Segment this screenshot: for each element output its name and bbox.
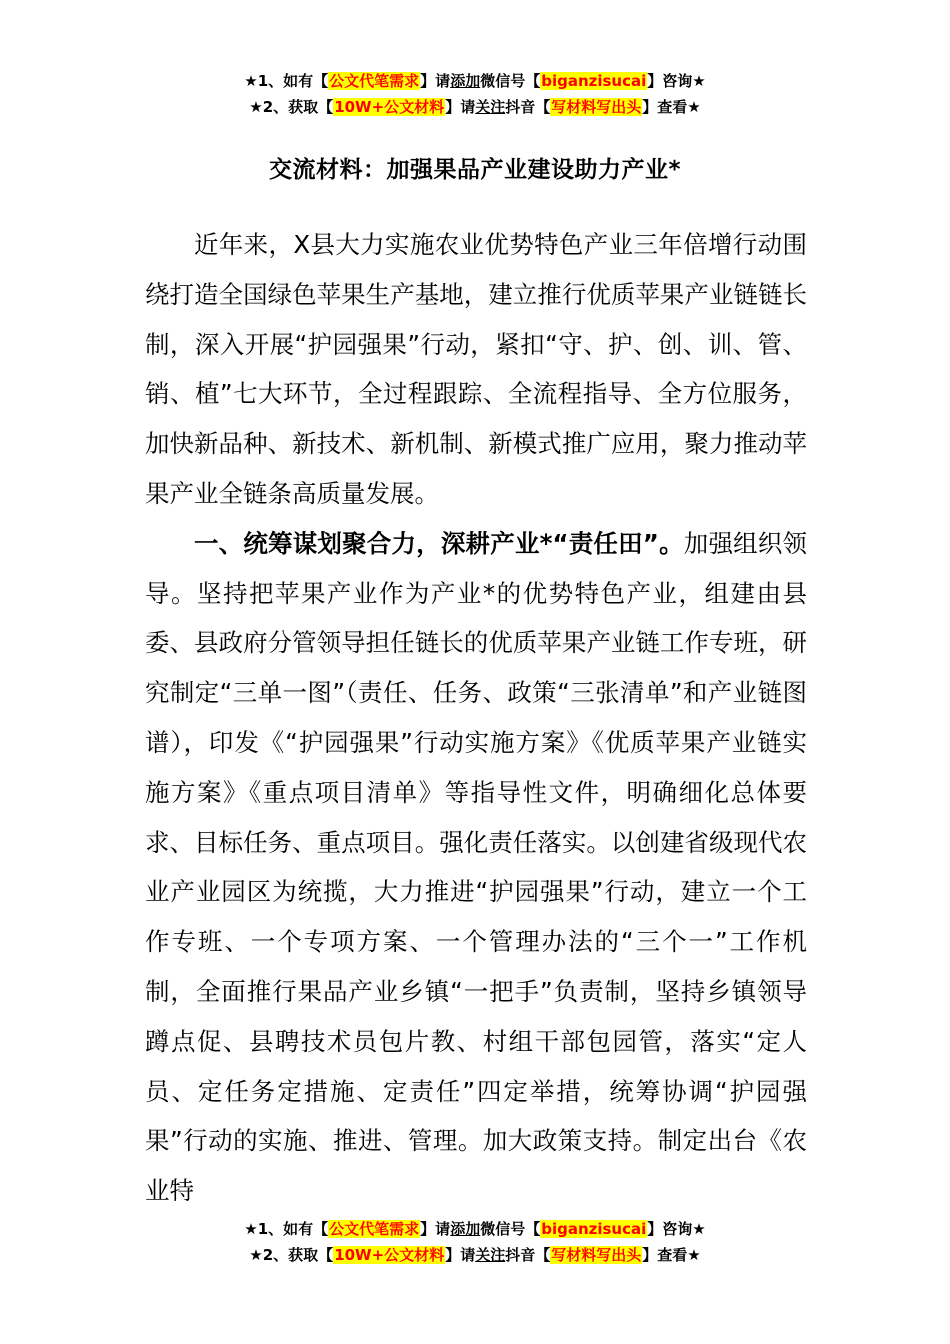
promo-text: 】请 xyxy=(445,1246,476,1264)
promo-line-2 xyxy=(0,94,950,120)
promo-text: 抖音【 xyxy=(505,1246,551,1264)
promo-text: 】请 xyxy=(445,98,476,116)
promo-underlined: 添加 xyxy=(450,72,481,90)
promo-text: 】查看★ xyxy=(642,1246,701,1264)
promo-text: 】请 xyxy=(420,1220,451,1238)
promo-line-1 xyxy=(0,68,950,94)
promo-text: ★1、如有【 xyxy=(244,1220,329,1238)
promo-text: ★1、如有【 xyxy=(244,72,329,90)
document-title: 交流材料：加强果品产业建设助力产业* xyxy=(268,157,682,183)
paragraph-section-1 xyxy=(145,519,807,1216)
document-body xyxy=(145,220,807,1216)
promo-highlight: 10W+公文材料 xyxy=(334,1246,445,1264)
promo-highlight: 公文代笔需求 xyxy=(329,72,420,90)
promo-text: ★2、获取【 xyxy=(249,98,334,116)
promo-text: 微信号【 xyxy=(480,1220,541,1238)
promo-underlined: 关注 xyxy=(475,98,506,116)
promo-text: 】咨询★ xyxy=(647,1220,706,1238)
promo-text: 】请 xyxy=(420,72,451,90)
promo-line-1 xyxy=(0,1216,950,1242)
promo-text: ★2、获取【 xyxy=(249,1246,334,1264)
section-body: 加强组织领导。坚持把苹果产业作为产业*的优势特色产业，组建由县委、县政府分管领导担任链长的优质苹果产业链工作专班，研究制定“三单一图”（责任、任务、政策“三张清单”和产业链图谱），印发《“护园强果”行动实施方案》《优质苹果产业链实施方案》《重点项目清单》等指导性文件，明确细化总体要求、目标任务、重点项目。强化责任落实。以创建省级现代农业产业园区为统揽，大力推进“护园强果”行动，建立一个工作专班、一个专项方案、一个管理办法的“三个一”工作机制，全面推行果品产业乡镇“一把手”负责制，坚持乡镇领导蹲点促、县聘技术员包片教、村组干部包园管，落实“定人员、定任务定措施、定责任”四定举措，统筹协调“护园强果”行动的实施、推进、管理。加大政策支持。制定出台《农业特 xyxy=(145,528,808,1206)
promo-text: 抖音【 xyxy=(505,98,551,116)
paragraph-intro: 近年来，X县大力实施农业优势特色产业三年倍增行动围绕打造全国绿色苹果生产基地，建立推行优质苹果产业链链长制，深入开展“护园强果”行动，紧扣“守、护、创、训、管、销、植”七大环节，全过程跟踪、全流程指导、全方位服务，加快新品种、新技术、新机制、新模式推广应用，聚力推动苹果产业全链条高质量发展。 xyxy=(145,230,807,508)
promo-highlight: biganzisucai xyxy=(541,72,647,90)
promo-text: 微信号【 xyxy=(480,72,541,90)
bottom-promo-banner xyxy=(0,1216,950,1268)
promo-highlight: 公文代笔需求 xyxy=(329,1220,420,1238)
top-promo-banner xyxy=(0,68,950,120)
promo-underlined: 关注 xyxy=(475,1246,506,1264)
promo-highlight: 写材料写出头 xyxy=(551,98,642,116)
promo-underlined: 添加 xyxy=(450,1220,481,1238)
promo-line-2 xyxy=(0,1242,950,1268)
promo-highlight: biganzisucai xyxy=(541,1220,647,1238)
promo-text: 】咨询★ xyxy=(647,72,706,90)
section-heading: 一、统筹谋划聚合力，深耕产业*“责任田”。 xyxy=(194,528,684,558)
promo-text: 】查看★ xyxy=(642,98,701,116)
promo-highlight: 10W+公文材料 xyxy=(334,98,445,116)
promo-highlight: 写材料写出头 xyxy=(551,1246,642,1264)
